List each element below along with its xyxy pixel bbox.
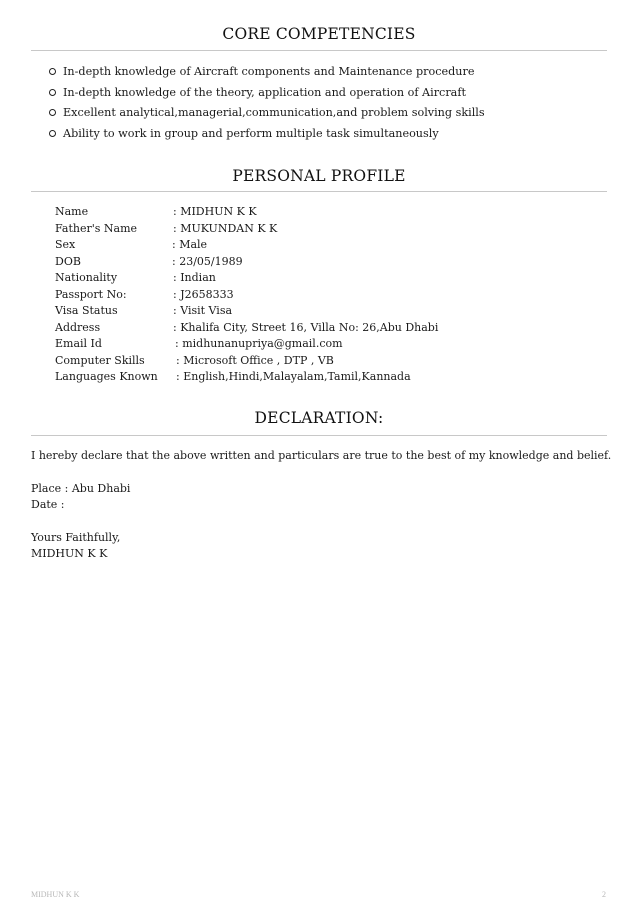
profile-value: : MIDHUN K K xyxy=(173,205,257,218)
competency-text: In-depth knowledge of Aircraft components and Maintenance procedure xyxy=(63,65,475,78)
profile-value: : midhunanupriya@gmail.com xyxy=(175,337,343,350)
profile-label: Address xyxy=(55,320,101,334)
personal-profile-table xyxy=(55,204,455,386)
profile-label: Email Id xyxy=(55,337,102,350)
profile-row-passport xyxy=(55,287,455,304)
profile-label: Computer Skills xyxy=(55,353,145,367)
footer-page-number: 2 xyxy=(602,890,606,899)
circle-bullet-icon xyxy=(49,130,56,137)
section-divider xyxy=(31,191,607,192)
profile-value: : Khalifa City, Street 16, Villa No: 26,Abu Dhabi xyxy=(173,320,439,334)
profile-label: DOB xyxy=(55,254,81,268)
profile-label: Passport No: xyxy=(55,287,127,301)
profile-value: : 23/05/1989 xyxy=(172,254,243,268)
declaration-date: Date : xyxy=(31,498,65,511)
profile-row-dob xyxy=(55,254,455,271)
profile-value: : Indian xyxy=(173,271,216,284)
competency-text: Excellent analytical,managerial,communication,and problem solving skills xyxy=(63,106,485,120)
declaration-place: Place : Abu Dhabi xyxy=(31,482,131,495)
profile-label: Visa Status xyxy=(55,304,118,317)
profile-row-email xyxy=(55,336,455,353)
competency-item xyxy=(48,84,485,105)
profile-label: Languages Known xyxy=(55,370,158,383)
profile-row-name xyxy=(55,204,455,221)
section-divider xyxy=(31,435,607,436)
competencies-list xyxy=(48,63,485,146)
profile-value: : Male xyxy=(172,238,208,251)
profile-label: Name xyxy=(55,205,89,218)
profile-label: Sex xyxy=(55,238,76,251)
profile-row-nationality xyxy=(55,270,455,287)
profile-row-address xyxy=(55,320,455,337)
competency-item xyxy=(48,63,485,84)
circle-bullet-icon xyxy=(49,89,56,96)
profile-value: : Visit Visa xyxy=(173,304,233,317)
profile-label: Nationality xyxy=(55,271,118,284)
declaration-heading: DECLARATION: xyxy=(254,409,384,427)
circle-bullet-icon xyxy=(49,109,56,116)
profile-label: Father's Name xyxy=(55,221,138,235)
profile-value: : J2658333 xyxy=(173,287,234,301)
competency-text: In-depth knowledge of the theory, application and operation of Aircraft xyxy=(63,85,466,99)
profile-row-visa-status xyxy=(55,303,455,320)
declaration-closing: Yours Faithfully, xyxy=(31,531,121,544)
profile-value: : Microsoft Office , DTP , VB xyxy=(176,353,334,367)
profile-value: : MUKUNDAN K K xyxy=(173,221,278,235)
profile-row-computer-skills xyxy=(55,353,455,370)
core-competencies-heading: CORE COMPETENCIES xyxy=(222,25,416,43)
profile-row-sex xyxy=(55,237,455,254)
competency-text: Ability to work in group and perform multiple task simultaneously xyxy=(63,127,439,141)
profile-value: : English,Hindi,Malayalam,Tamil,Kannada xyxy=(176,370,411,383)
circle-bullet-icon xyxy=(49,68,56,75)
personal-profile-heading: PERSONAL PROFILE xyxy=(232,167,406,185)
declaration-statement: I hereby declare that the above written and particulars are true to the best of my knowledge and belief. xyxy=(31,449,612,462)
profile-row-languages xyxy=(55,369,455,386)
declaration-signature: MIDHUN K K xyxy=(31,547,108,560)
competency-item xyxy=(48,125,485,146)
profile-row-fathers-name xyxy=(55,221,455,238)
footer-author-name: MIDHUN K K xyxy=(31,890,80,899)
competency-item xyxy=(48,104,485,125)
section-divider xyxy=(31,50,607,51)
